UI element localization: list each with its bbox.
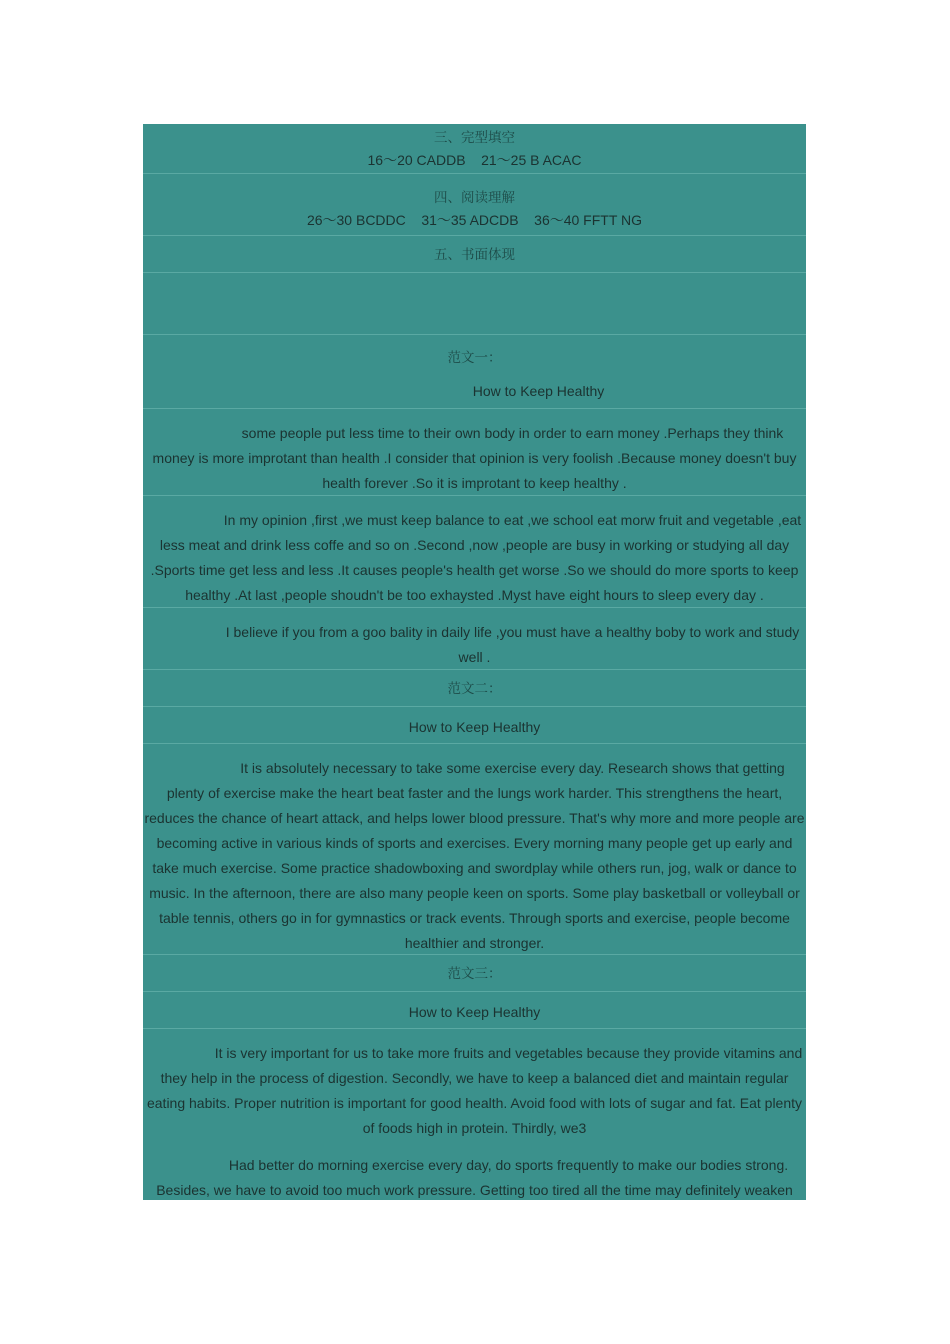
essay1-paragraph-1 — [143, 409, 806, 496]
cloze-section — [143, 124, 806, 174]
essay3-label: 范文三： — [447, 966, 502, 982]
essay2-title-row — [143, 707, 806, 744]
cloze-title: 三、完型填空 — [434, 130, 515, 146]
essay1-title: How to Keep Healthy — [472, 383, 605, 399]
essay1-p1-text: some people put less time to their own body in order to earn money .Perhaps they think money is more improtant than health .I consider that opinion is very foolish .Because money doesn't buy health forever .So it is improtant to keep healthy . — [152, 425, 797, 491]
answer-key-sheet — [143, 124, 806, 1200]
essay1-header — [143, 335, 806, 409]
reading-title: 四、阅读理解 — [434, 190, 515, 206]
cloze-answers: 16～20 CADDB 21～25 B ACAC — [367, 152, 582, 168]
essay3-paragraph-1 — [143, 1029, 806, 1141]
essay3-p2-text: Had better do morning exercise every day, do sports frequently to make our bodies strong. Besides, we have to avoid too much work pressure. Getting too tired all the time may definitely weaken — [156, 1157, 793, 1198]
essay3-label-row — [143, 955, 806, 992]
essay2-label: 范文二： — [447, 681, 502, 697]
essay3-paragraph-2 — [143, 1141, 806, 1200]
essay3-title: How to Keep Healthy — [408, 1004, 541, 1020]
essay1-p2-text: In my opinion ,first ,we must keep balance to eat ,we school eat morw fruit and vegetable ,eat less meat and drink less coffe and so on .Second ,now ,people are busy in working or studying all day .Sports time get less and less .It causes people's health get worse .So we should do more sports to keep healthy .At last ,people shoudn't be too exhaysted .Myst have eight hours to sleep every day . — [150, 512, 802, 603]
essay3-title-row — [143, 992, 806, 1029]
writing-section — [143, 236, 806, 273]
essay1-paragraph-3 — [143, 608, 806, 670]
essay2-paragraph-1 — [143, 744, 806, 955]
reading-answers: 26～30 BCDDC 31～35 ADCDB 36～40 FFTT NG — [306, 212, 643, 228]
blank-row — [143, 273, 806, 335]
reading-section — [143, 174, 806, 236]
essay2-label-row — [143, 670, 806, 707]
essay2-p1-text: It is absolutely necessary to take some exercise every day. Research shows that getting plenty of exercise make the heart beat faster and the lungs work harder. This strengthens the heart, reduces the chance of heart attack, and helps lower blood pressure. That's why more and more people are becoming active in various kinds of sports and exercises. Every morning many people get up early and take much exercise. Some practice shadowboxing and swordplay while others run, jog, walk or dance to music. In the afternoon, there are also many people keen on sports. Some play basketball or volleyball or table tennis, others go in for gymnastics or track events. Through sports and exercise, people become healthier and stronger. — [144, 760, 805, 951]
essay3-p1-text: It is very important for us to take more fruits and vegetables because they provide vitamins and they help in the process of digestion. Secondly, we have to keep a balanced diet and maintain regular eating habits. Proper nutrition is important for good health. Avoid food with lots of sugar and fat. Eat plenty of foods high in protein. Thirdly, we3 — [146, 1045, 803, 1136]
writing-title: 五、书面体现 — [434, 247, 515, 263]
essay2-title: How to Keep Healthy — [408, 719, 541, 735]
essay1-p3-text: I believe if you from a goo bality in daily life ,you must have a healthy boby to work and study well . — [225, 624, 800, 665]
essay1-paragraph-2 — [143, 496, 806, 608]
essay1-label: 范文一： — [447, 350, 502, 366]
